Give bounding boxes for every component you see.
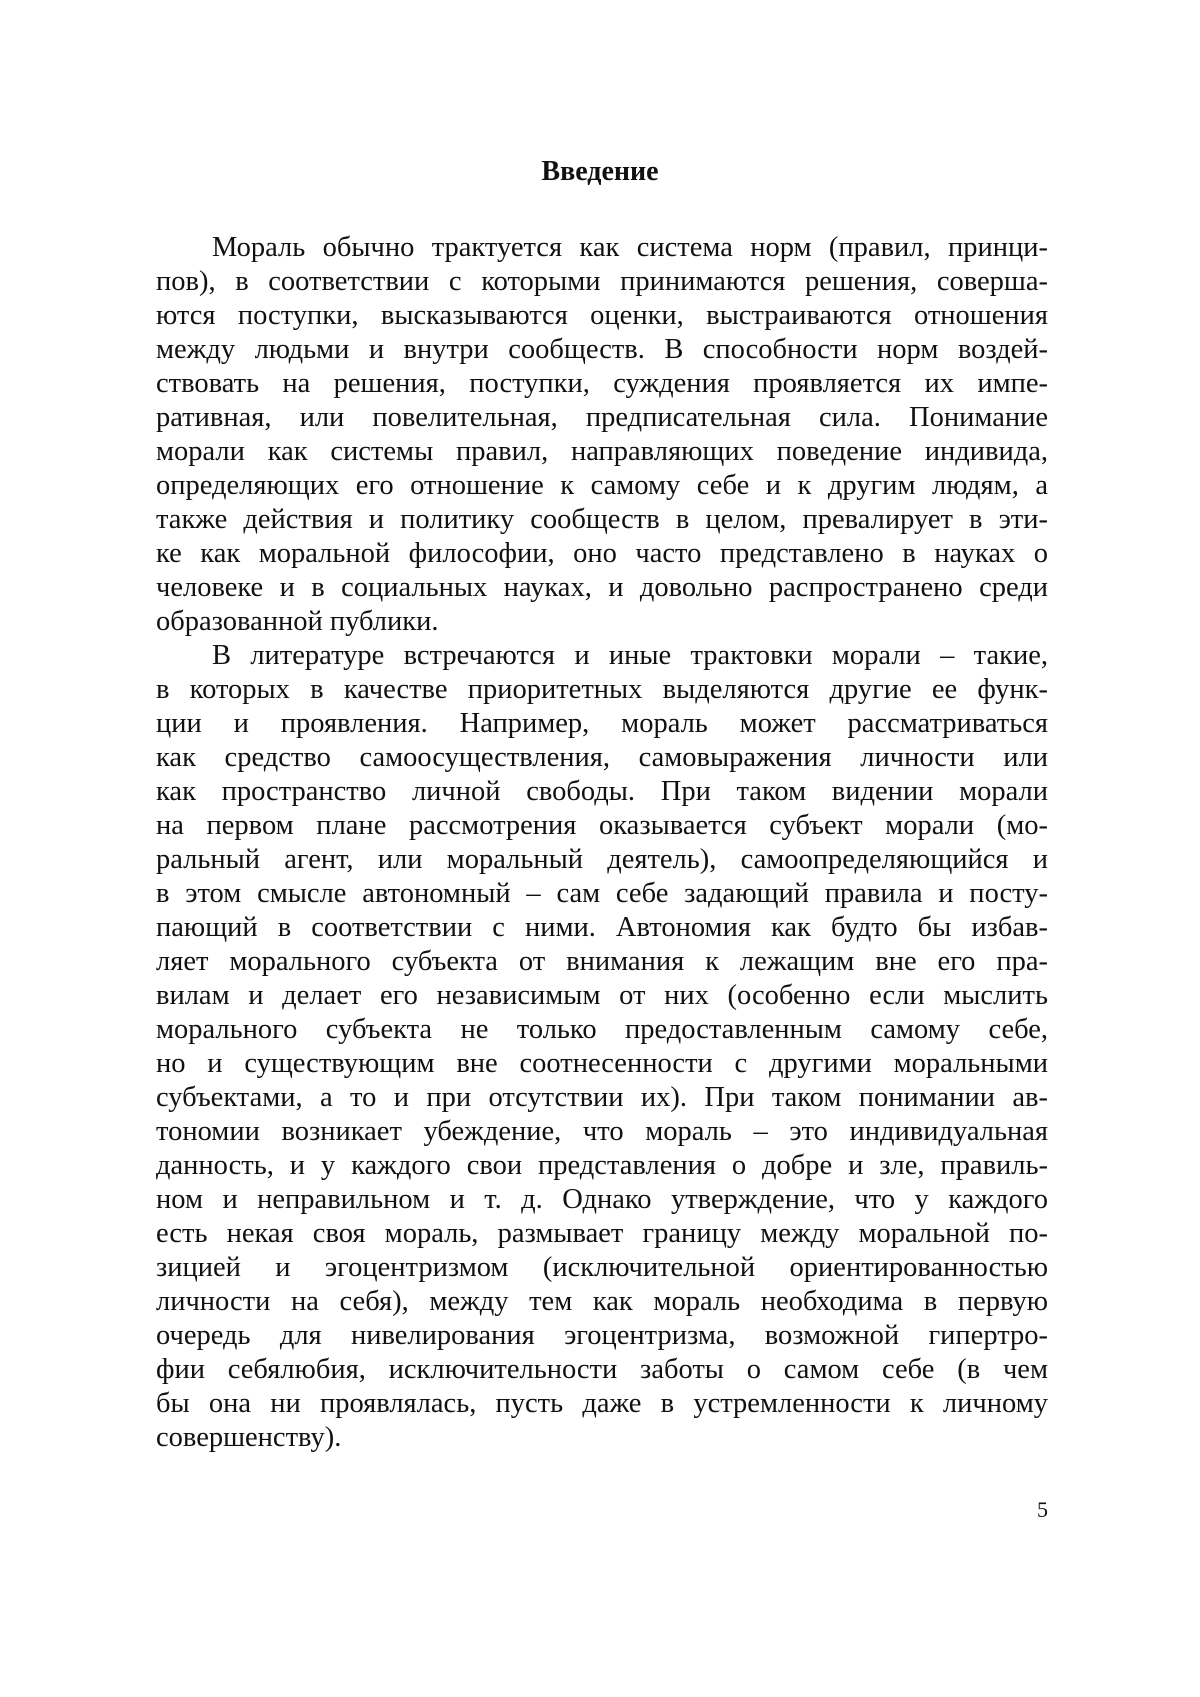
- text-line: есть некая своя мораль, размывает границу между моральной по-: [156, 1218, 1048, 1249]
- text-line: ются поступки, высказываются оценки, выстраиваются отношения: [156, 300, 1048, 331]
- text-line: ляет морального субъекта от внимания к лежащим вне его пра-: [156, 946, 1048, 977]
- text-line: пов), в соответствии с которыми принимаются решения, соверша-: [156, 266, 1048, 297]
- text-line: ном и неправильном и т. д. Однако утверждение, что у каждого: [156, 1184, 1048, 1215]
- text-line: Мораль обычно трактуется как система норм (правил, принци-: [212, 232, 1048, 263]
- text-line: но и существующим вне соотнесенности с другими моральными: [156, 1048, 1048, 1079]
- page-number: 5: [1037, 1497, 1048, 1522]
- text-line: личности на себя), между тем как мораль необходима в первую: [156, 1286, 1048, 1317]
- text-line: субъектами, а то и при отсутствии их). При таком понимании ав-: [156, 1082, 1048, 1113]
- text-line: ральный агент, или моральный деятель), самоопределяющийся и: [156, 844, 1048, 875]
- text-line: ративная, или повелительная, предписательная сила. Понимание: [156, 402, 1048, 433]
- text-line: данность, и у каждого свои представления о добре и зле, правиль-: [156, 1150, 1048, 1181]
- text-line: зицией и эгоцентризмом (исключительной ориентированностью: [156, 1252, 1048, 1283]
- text-line: морали как системы правил, направляющих поведение индивида,: [156, 436, 1048, 467]
- body-text: [156, 231, 1048, 1455]
- text-line: морального субъекта не только предоставленным самому себе,: [156, 1014, 1048, 1045]
- text-line: как средство самоосуществления, самовыражения личности или: [156, 742, 1048, 773]
- text-line: совершенству).: [156, 1422, 342, 1453]
- text-line: очередь для нивелирования эгоцентризма, возможной гипертро-: [156, 1320, 1048, 1351]
- text-line: в этом смысле автономный – сам себе задающий правила и посту-: [156, 878, 1048, 909]
- page-title: Введение: [541, 156, 659, 187]
- text-line: ке как моральной философии, оно часто представлено в науках о: [156, 538, 1048, 569]
- text-line: определяющих его отношение к самому себе и к другим людям, а: [156, 470, 1048, 501]
- text-line: вилам и делает его независимым от них (особенно если мыслить: [156, 980, 1048, 1011]
- paragraph: [156, 231, 1048, 639]
- text-line: В литературе встречаются и иные трактовки морали – такие,: [212, 640, 1048, 671]
- text-line: бы она ни проявлялась, пусть даже в устремленности к личному: [156, 1388, 1048, 1419]
- text-line: человеке и в социальных науках, и довольно распространено среди: [156, 572, 1048, 603]
- text-line: также действия и политику сообществ в целом, превалирует в эти-: [156, 504, 1048, 535]
- text-line: образованной публики.: [156, 606, 439, 637]
- text-line: в которых в качестве приоритетных выделяются другие ее функ-: [156, 674, 1048, 705]
- text-line: тономии возникает убеждение, что мораль – это индивидуальная: [156, 1116, 1048, 1147]
- paragraph: [156, 639, 1048, 1455]
- text-line: пающий в соответствии с ними. Автономия как будто бы избав-: [156, 912, 1048, 943]
- text-line: как пространство личной свободы. При таком видении морали: [156, 776, 1048, 807]
- text-line: ствовать на решения, поступки, суждения проявляется их импе-: [156, 368, 1048, 399]
- text-line: ции и проявления. Например, мораль может рассматриваться: [156, 708, 1048, 739]
- text-line: фии себялюбия, исключительности заботы о самом себе (в чем: [156, 1354, 1048, 1385]
- text-line: между людьми и внутри сообществ. В способности норм воздей-: [156, 334, 1048, 365]
- text-line: на первом плане рассмотрения оказывается субъект морали (мо-: [156, 810, 1048, 841]
